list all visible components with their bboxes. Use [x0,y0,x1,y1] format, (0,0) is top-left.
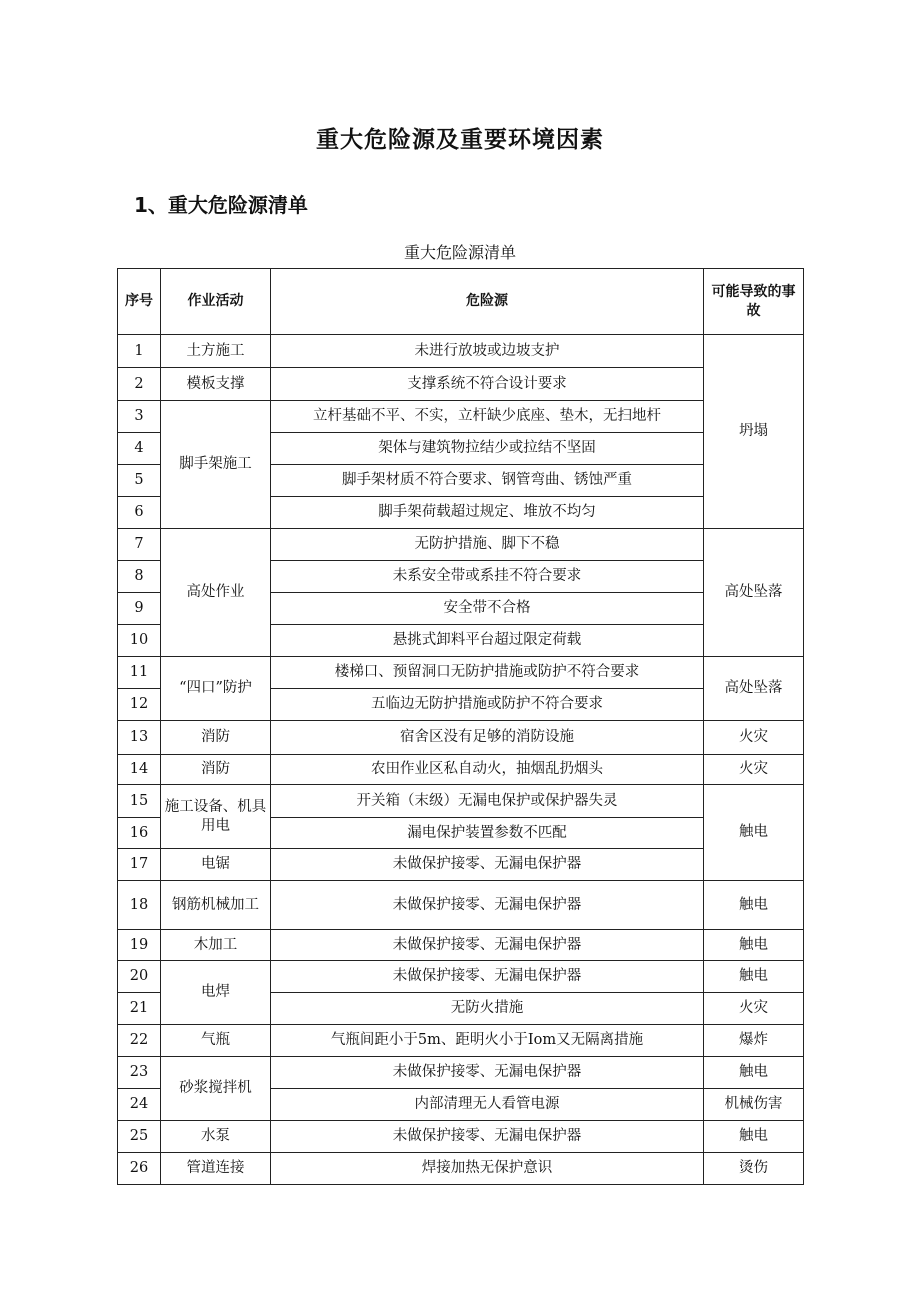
hazard-cell: 未做保护接零、无漏电保护器 [271,849,704,881]
row-no: 22 [118,1025,161,1057]
row-no: 9 [118,593,161,625]
row-no: 10 [118,625,161,657]
header-no: 序号 [118,269,161,335]
activity-cell: 土方施工 [161,335,271,368]
activity-cell: 施工设备、机具用电 [161,785,271,849]
activity-cell: 钢筋机械加工 [161,881,271,930]
hazard-cell: 立杆基础不平、不实，立杆缺少底座、垫木，无扫地杆 [271,401,704,433]
activity-cell: “四口”防护 [161,657,271,721]
table-row [118,1057,804,1089]
accident-cell: 触电 [704,881,804,930]
activity-cell: 模板支撑 [161,368,271,401]
activity-cell: 水泵 [161,1121,271,1153]
hazard-cell: 气瓶间距小于5m、距明火小于Iom又无隔离措施 [271,1025,704,1057]
accident-cell: 爆炸 [704,1025,804,1057]
accident-cell: 触电 [704,930,804,961]
hazard-cell: 焊接加热无保护意识 [271,1153,704,1185]
row-no: 14 [118,755,161,785]
hazard-cell: 脚手架荷载超过规定、堆放不均匀 [271,497,704,529]
activity-cell: 消防 [161,721,271,755]
hazard-cell: 安全带不合格 [271,593,704,625]
hazard-cell: 未系安全带或系挂不符合要求 [271,561,704,593]
hazard-cell: 悬挑式卸料平台超过限定荷载 [271,625,704,657]
activity-cell: 电焊 [161,961,271,1025]
row-no: 5 [118,465,161,497]
table-row [118,849,804,881]
hazard-cell: 未做保护接零、无漏电保护器 [271,1121,704,1153]
hazard-cell: 未做保护接零、无漏电保护器 [271,930,704,961]
activity-cell: 高处作业 [161,529,271,657]
activity-cell: 气瓶 [161,1025,271,1057]
row-no: 23 [118,1057,161,1089]
activity-cell: 砂浆搅拌机 [161,1057,271,1121]
accident-cell: 高处坠落 [704,657,804,721]
row-no: 2 [118,368,161,401]
hazard-cell: 未做保护接零、无漏电保护器 [271,961,704,993]
hazard-cell: 开关箱（末级）无漏电保护或保护器失灵 [271,785,704,818]
table-caption: 重大危险源清单 [403,243,516,262]
activity-cell: 消防 [161,755,271,785]
accident-cell: 触电 [704,1121,804,1153]
activity-cell: 脚手架施工 [161,401,271,529]
row-no: 13 [118,721,161,755]
hazard-cell: 农田作业区私自动火，抽烟乱扔烟头 [271,755,704,785]
hazard-cell: 未做保护接零、无漏电保护器 [271,1057,704,1089]
row-no: 26 [118,1153,161,1185]
row-no: 4 [118,433,161,465]
row-no: 11 [118,657,161,689]
row-no: 17 [118,849,161,881]
row-no: 7 [118,529,161,561]
hazard-cell: 无防护措施、脚下不稳 [271,529,704,561]
accident-cell: 坍塌 [704,335,804,529]
hazard-cell: 支撑系统不符合设计要求 [271,368,704,401]
accident-cell: 火灾 [704,993,804,1025]
document-title: 重大危险源及重要环境因素 [316,127,604,153]
table-row [118,721,804,755]
table-row [118,755,804,785]
row-no: 18 [118,881,161,930]
hazard-cell: 无防火措施 [271,993,704,1025]
hazard-cell: 架体与建筑物拉结少或拉结不坚固 [271,433,704,465]
table-row [118,785,804,818]
table-row [118,930,804,961]
accident-cell: 火灾 [704,755,804,785]
accident-cell: 触电 [704,1057,804,1089]
accident-cell: 触电 [704,961,804,993]
accident-cell: 火灾 [704,721,804,755]
hazard-cell: 楼梯口、预留洞口无防护措施或防护不符合要求 [271,657,704,689]
hazard-cell: 脚手架材质不符合要求、钢管弯曲、锈蚀严重 [271,465,704,497]
hazard-table [117,268,804,1185]
row-no: 25 [118,1121,161,1153]
table-row [118,881,804,930]
row-no: 19 [118,930,161,961]
table-row [118,401,804,433]
hazard-cell: 宿舍区没有足够的消防设施 [271,721,704,755]
activity-cell: 木加工 [161,930,271,961]
row-no: 20 [118,961,161,993]
accident-cell: 触电 [704,785,804,881]
header-accident: 可能导致的事故 [704,269,804,335]
row-no: 12 [118,689,161,721]
hazard-cell: 未进行放坡或边坡支护 [271,335,704,368]
header-hazard: 危险源 [271,269,704,335]
activity-cell: 电锯 [161,849,271,881]
accident-cell: 高处坠落 [704,529,804,657]
table-row [118,529,804,561]
table-row [118,1153,804,1185]
table-header-row [118,269,804,335]
hazard-cell: 未做保护接零、无漏电保护器 [271,881,704,930]
row-no: 6 [118,497,161,529]
accident-cell: 机械伤害 [704,1089,804,1121]
row-no: 21 [118,993,161,1025]
row-no: 24 [118,1089,161,1121]
row-no: 16 [118,818,161,849]
accident-cell: 烫伤 [704,1153,804,1185]
row-no: 8 [118,561,161,593]
row-no: 3 [118,401,161,433]
table-row [118,1025,804,1057]
activity-cell: 管道连接 [161,1153,271,1185]
header-activity: 作业活动 [161,269,271,335]
table-row [118,657,804,689]
table-row [118,335,804,368]
table-row [118,961,804,993]
hazard-cell: 漏电保护装置参数不匹配 [271,818,704,849]
hazard-cell: 内部清理无人看管电源 [271,1089,704,1121]
section-heading: 1、重大危险源清单 [134,193,308,217]
hazard-cell: 五临边无防护措施或防护不符合要求 [271,689,704,721]
table-row [118,1121,804,1153]
table-row [118,368,804,401]
row-no: 15 [118,785,161,818]
row-no: 1 [118,335,161,368]
